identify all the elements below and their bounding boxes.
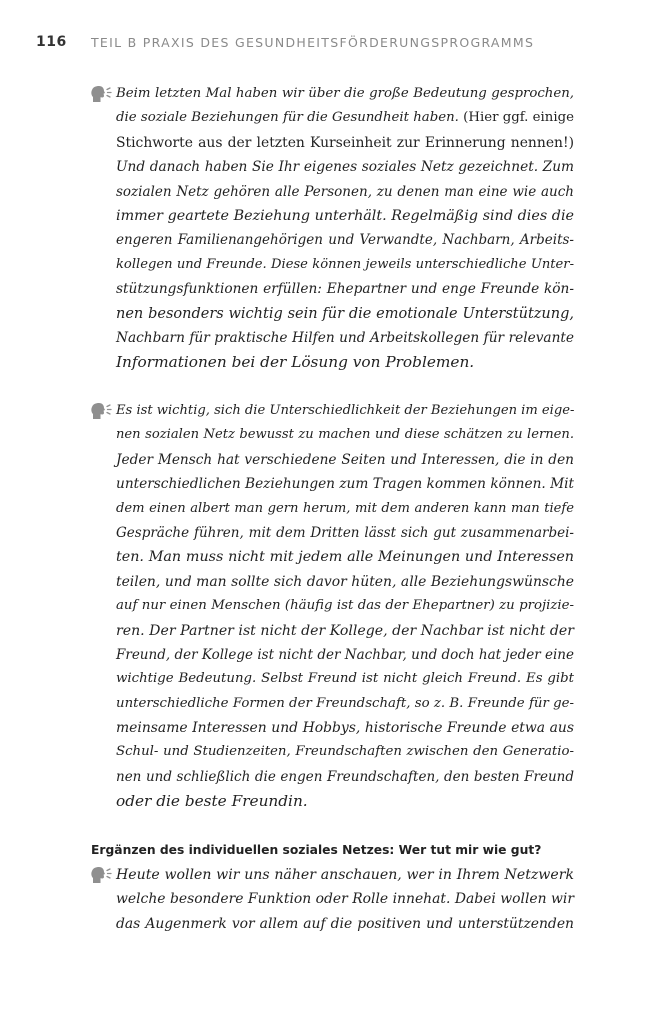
text-line: engeren Familienangehörigen und Verwandte, Nachbarn, Arbeits- bbox=[116, 232, 574, 249]
text-line: stützungsfunktionen erfüllen: Ehepartner und enge Freunde kön- bbox=[116, 281, 574, 298]
text-line: teilen, und man sollte sich davor hüten, alle Beziehungswünsche bbox=[116, 573, 574, 590]
text-line: kollegen und Freunde. Diese können jeweils unterschiedliche Unter- bbox=[116, 256, 574, 272]
speech-paragraph-3 bbox=[116, 863, 574, 936]
text-line: nen und schließlich die engen Freundschaften, den besten Freund bbox=[116, 768, 574, 785]
text-line: immer geartete Beziehung unterhält. Regelmäßig sind dies die bbox=[116, 207, 574, 224]
text-line: dem einen albert man gern herum, mit dem anderen kann man tiefe bbox=[116, 500, 574, 516]
text-line: Nachbarn für praktische Hilfen und Arbeitskollegen für relevante bbox=[116, 329, 574, 346]
instruction-note: Stichworte aus der letzten Kurseinheit zur Erinnerung nennen!) bbox=[116, 134, 574, 151]
text-line: Und danach haben Sie Ihr eigenes soziales Netz gezeichnet. Zum bbox=[116, 159, 574, 176]
text-segment: die soziale Beziehungen für die Gesundheit haben. bbox=[116, 110, 459, 126]
section-subheading: Ergänzen des individuellen soziales Netzes: Wer tut mir wie gut? bbox=[91, 843, 542, 857]
text-line bbox=[116, 106, 574, 130]
speaking-head-icon bbox=[90, 866, 112, 884]
text-line: wichtige Bedeutung. Selbst Freund ist nicht gleich Freund. Es gibt bbox=[116, 671, 574, 687]
text-line: unterschiedliche Formen der Freundschaft, so z. B. Freunde für ge- bbox=[116, 695, 574, 711]
page-number: 116 bbox=[36, 34, 67, 50]
text-line: welche besondere Funktion oder Rolle innehat. Dabei wollen wir bbox=[116, 891, 574, 908]
text-line: Beim letzten Mal haben wir über die große Bedeutung gesprochen, bbox=[116, 86, 574, 101]
text-line: auf nur einen Menschen (häufig ist das der Ehepartner) zu projizie- bbox=[116, 598, 574, 614]
speaking-head-icon bbox=[90, 402, 112, 420]
text-line: ren. Der Partner ist nicht der Kollege, der Nachbar ist nicht der bbox=[116, 622, 574, 639]
text-line: Freund, der Kollege ist nicht der Nachbar, und doch hat jeder eine bbox=[116, 646, 574, 663]
running-head: TEIL B PRAXIS DES GESUNDHEITSFÖRDERUNGSPROGRAMMS bbox=[91, 35, 535, 50]
text-line: Schul- und Studienzeiten, Freundschaften zwischen den Generatio- bbox=[116, 744, 574, 760]
text-line: Jeder Mensch hat verschiedene Seiten und Interessen, die in den bbox=[116, 451, 574, 468]
text-line: Es ist wichtig, sich die Unterschiedlichkeit der Beziehungen im eige- bbox=[116, 403, 575, 418]
text-line: nen besonders wichtig sein für die emotionale Unterstützung, bbox=[116, 305, 574, 322]
speaking-head-icon bbox=[90, 85, 112, 103]
instruction-note: (Hier ggf. einige bbox=[458, 110, 574, 126]
text-line: nen sozialen Netz bewusst zu machen und diese schätzen zu lernen. bbox=[116, 427, 574, 443]
text-line: ten. Man muss nicht mit jedem alle Meinungen und Interessen bbox=[116, 549, 574, 566]
text-line: meinsame Interessen und Hobbys, historische Freunde etwa aus bbox=[116, 720, 574, 737]
text-line: Gespräche führen, mit dem Dritten lässt sich gut zusammenarbei- bbox=[116, 524, 574, 541]
text-line: oder die beste Freundin. bbox=[116, 792, 308, 811]
text-line: Heute wollen wir uns näher anschauen, wer in Ihrem Netzwerk bbox=[116, 867, 574, 883]
text-line: Informationen bei der Lösung von Problemen. bbox=[116, 353, 475, 372]
text-line: das Augenmerk vor allem auf die positiven und unterstützenden bbox=[116, 915, 574, 932]
speech-paragraph-2 bbox=[116, 399, 574, 814]
text-line: unterschiedlichen Beziehungen zum Tragen kommen können. Mit bbox=[116, 476, 574, 493]
text-line: sozialen Netz gehören alle Personen, zu denen man eine wie auch bbox=[116, 183, 574, 200]
page-header bbox=[36, 34, 630, 54]
speech-paragraph-1 bbox=[116, 82, 574, 375]
